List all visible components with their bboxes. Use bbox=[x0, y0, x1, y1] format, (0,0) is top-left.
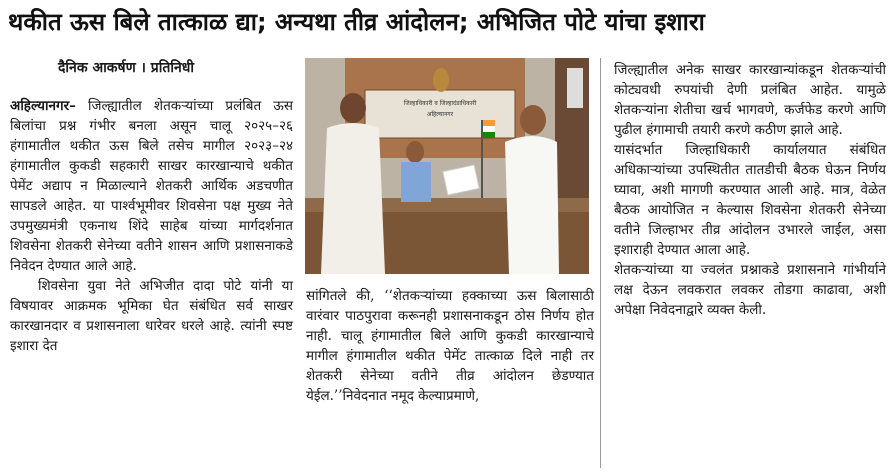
article-column-3 bbox=[614, 60, 886, 320]
paragraph-2: शिवसेना युवा नेते अभिजीत दादा पोटे यांनी या विषयावर आक्रमक भूमिका घेत संबंधित सर्व साखर कारखानदार व प्रशासनाला धारेवर धरले आहे. त्यांनी स्पष्ट इशारा देत bbox=[10, 278, 293, 354]
dateline: अहिल्यानगर– bbox=[10, 98, 76, 114]
paragraph-1-text: जिल्ह्यातील शेतकऱ्यांच्या प्रलंबित ऊस बिलांचा प्रश्न गंभीर बनला असून चालू २०२५–२६ हंगामातील थकीत ऊस बिले तसेच मागील २०२३–२४ हंगामातील कुकडी सहकारी साखर कारखान्याचे थकीत पेमेंट अद्याप न मिळाल्याने शेतकरी आर्थिक अडचणीत सापडले आहेत. या पार्श्वभूमीवर शिवसेना पक्ष मुख्य नेते उपमुख्यमंत्री एकनाथ शिंदे साहेब यांच्या मार्गदर्शनात शिवसेना शेतकरी सेनेच्या वतीने शासन आणि प्रशासनाकडे निवेदन देण्यात आले आहे. bbox=[10, 98, 293, 274]
byline: दैनिक आकर्षण । प्रतिनिधी bbox=[58, 60, 194, 76]
photo-illustration bbox=[305, 58, 589, 274]
news-photo bbox=[305, 58, 589, 274]
paragraph-3: सांगितले की, ‘‘शेतकऱ्यांच्या हक्काच्या ऊस बिलासाठी वारंवार पाठपुरावा करूनही प्रशासनाकडून ठोस निर्णय होत नाही. चालू हंगामातील बिले आणि कुकडी कारखान्याचे मागील हंगामातील थकीत पेमेंट तात्काळ दिले नाही तर शेतकरी सेनेच्या वतीने तीव्र आंदोलन छेडण्यात येईल.’’निवेदनात नमूद केल्याप्रमाणे, bbox=[306, 288, 594, 404]
nameplate-line-2: अहिल्यानगर bbox=[426, 111, 454, 118]
article-column-1 bbox=[10, 96, 293, 356]
column-divider bbox=[600, 58, 601, 468]
nameplate-line-1: जिल्हाधिकारी व जिल्हादंडाधिकारी bbox=[403, 100, 477, 107]
paragraph-6: शेतकऱ्यांच्या या ज्वलंत प्रश्नाकडे प्रशासनाने गांभीर्याने लक्ष देऊन लवकरात लवकर तोडगा काढावा, अशी अपेक्षा निवेदनाद्वारे व्यक्त केली. bbox=[614, 262, 886, 318]
paragraph-1 bbox=[10, 96, 293, 276]
headline: थकीत ऊस बिले तात्काळ द्या; अन्यथा तीव्र आंदोलन; अभिजित पोटे यांचा इशारा bbox=[8, 8, 705, 36]
article-column-2 bbox=[306, 286, 594, 406]
paragraph-4: जिल्ह्यातील अनेक साखर कारखान्यांकडून शेतकऱ्यांची कोट्यवधी रुपयांची देणी प्रलंबित आहेत. यामुळे शेतकऱ्यांना शेतीचा खर्च भागवणे, कर्जफेड करणे आणि पुढील हंगामाची तयारी करणे कठीण झाले आहे. bbox=[614, 62, 886, 138]
paragraph-5: यासंदर्भात जिल्हाधिकारी कार्यालयात संबंधित अधिकाऱ्यांच्या उपस्थितीत तातडीची बैठक घेऊन निर्णय घ्यावा, अशी मागणी करण्यात आली आहे. मात्र, वेळेत बैठक आयोजित न केल्यास शिवसेना शेतकरी सेनेच्या वतीने जिल्हाभर तीव्र आंदोलन उभारले जाईल, असा इशाराही देण्यात आला आहे. bbox=[614, 142, 886, 258]
